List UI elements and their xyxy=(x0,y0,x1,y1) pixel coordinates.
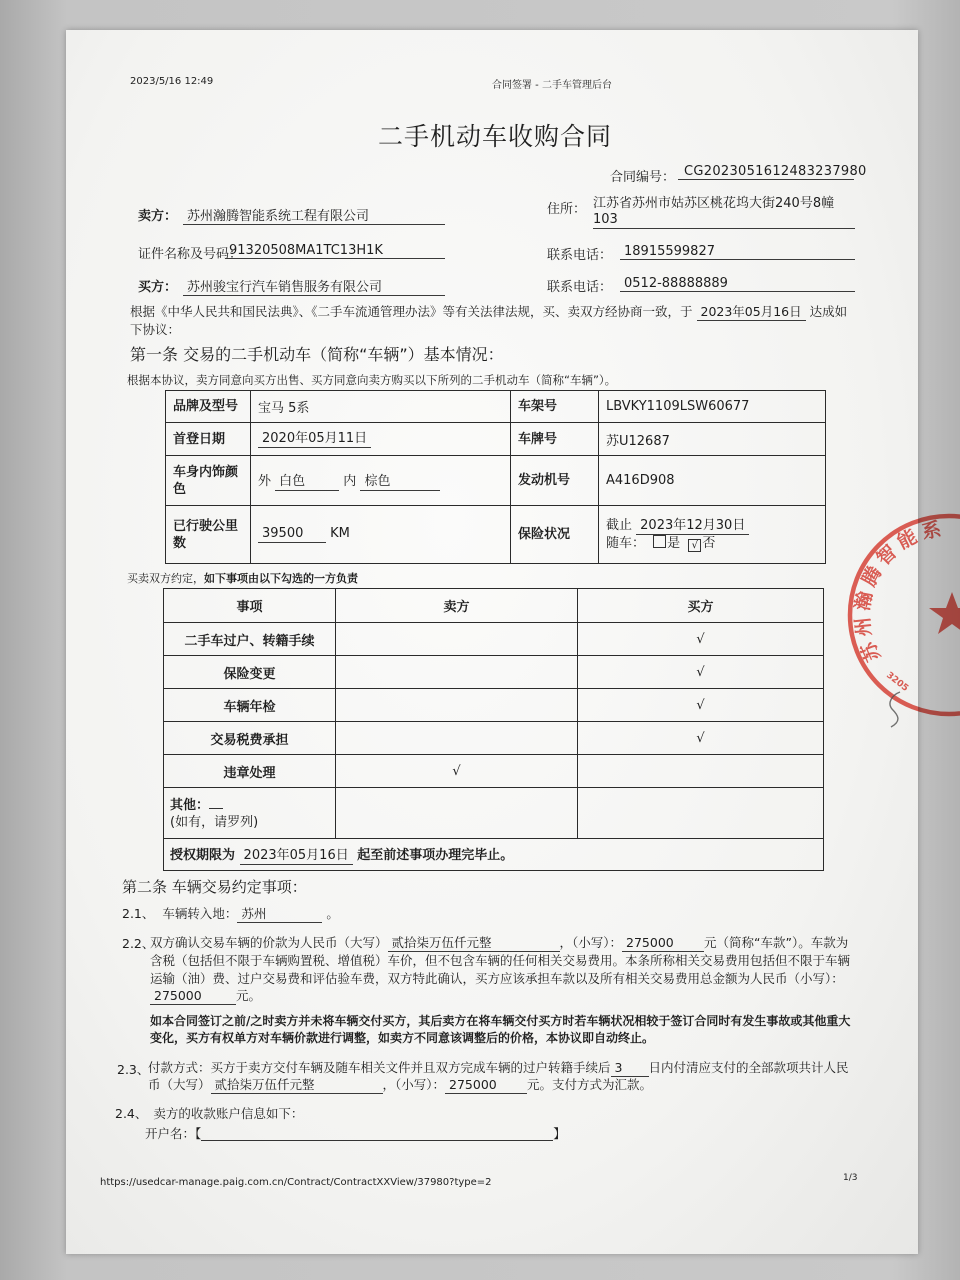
with-car-yes-checkbox xyxy=(653,535,666,548)
company-seal xyxy=(840,500,960,740)
preamble-text-after: 达成如下协议： xyxy=(130,304,848,337)
table-header-row xyxy=(164,589,824,623)
id-label: 证件名称及号码： xyxy=(138,247,243,262)
duty-buyer-mark: √ xyxy=(578,722,824,755)
duty-seller-mark xyxy=(336,623,578,656)
other-cell xyxy=(164,788,336,839)
clause-2-2-text-2: ，（小写）： xyxy=(559,935,623,950)
responsibility-table xyxy=(163,588,824,871)
table-row xyxy=(166,456,826,506)
account-name-label: 开户名： xyxy=(145,1126,196,1141)
duties-intro-bold: 如下事项由以下勾选的一方负责 xyxy=(204,572,358,585)
seller-address xyxy=(593,196,855,229)
with-car-yes-label: 是 xyxy=(667,535,681,551)
table-row xyxy=(166,391,826,423)
with-car-row xyxy=(606,535,818,553)
clause-2-2-num: 2.2、 xyxy=(122,936,155,951)
preamble-text-before: 根据《中华人民共和国民法典》、《二手车流通管理办法》等有关法律法规，买、卖双方经协商一致，于 xyxy=(130,304,693,319)
account-name-blank xyxy=(201,1126,553,1141)
interior-prefix: 内 xyxy=(343,474,357,489)
seller-phone-label: 联系电话： xyxy=(547,248,613,263)
buyer-phone-label: 联系电话： xyxy=(547,280,613,295)
duty-item: 车辆年检 xyxy=(164,689,336,722)
clause-2-1-num: 2.1、 xyxy=(122,906,155,921)
clause-2-2-text-1: 双方确认交易车辆的价款为人民币（大写） xyxy=(150,935,388,950)
contract-no-label: 合同编号： xyxy=(610,170,676,185)
mileage-cell xyxy=(251,506,511,564)
auth-before: 授权期限为 xyxy=(170,848,236,863)
with-car-no-label: 否 xyxy=(702,535,716,551)
seller-name: 苏州瀚腾智能系统工程有限公司 xyxy=(183,205,445,225)
clause-2-2-text-4: 元。 xyxy=(236,988,262,1003)
duty-buyer-mark xyxy=(578,755,824,788)
contract-no-value: CG2023051612483237980 xyxy=(678,164,854,180)
clause-2-3-amount-upper: 贰拾柒万伍仟元整 xyxy=(211,1077,383,1094)
auth-date: 2023年05月16日 xyxy=(240,848,353,865)
table-row xyxy=(166,423,826,456)
vin-value: LBVKY1109LSW60677 xyxy=(599,391,826,423)
authorization-row xyxy=(164,839,824,871)
duty-item: 保险变更 xyxy=(164,656,336,689)
clause-2-3-amount-lower: 275000 xyxy=(445,1077,527,1094)
other-hint: (如有，请罗列) xyxy=(170,814,259,830)
duty-seller-mark xyxy=(336,656,578,689)
buyer-label: 买方： xyxy=(138,280,178,295)
print-page-title: 合同签署 - 二手车管理后台 xyxy=(492,80,612,91)
other-label: 其他： xyxy=(170,797,210,813)
table-row xyxy=(164,755,824,788)
duty-item: 违章处理 xyxy=(164,755,336,788)
clause-2-3-text-4: 元。支付方式为汇款。 xyxy=(527,1077,653,1092)
clause-2-2-amount-upper: 贰拾柒万伍仟元整 xyxy=(388,935,560,952)
reg-date-label: 首登日期 xyxy=(166,423,251,456)
duty-seller-mark: √ xyxy=(336,755,578,788)
clause-2-4 xyxy=(115,1105,303,1123)
other-seller-cell xyxy=(336,788,578,839)
clause-2-2-amount-lower: 275000 xyxy=(622,935,704,952)
mileage-unit: KM xyxy=(330,526,350,541)
duties-intro-plain: 买卖双方约定， xyxy=(127,572,204,585)
insurance-prefix: 截止 xyxy=(606,517,633,533)
vin-label: 车架号 xyxy=(511,391,599,423)
bracket-open: 【 xyxy=(195,1126,202,1141)
duty-buyer-mark: √ xyxy=(578,656,824,689)
table-row xyxy=(164,722,824,755)
reg-date-cell xyxy=(251,423,511,456)
account-name-line xyxy=(145,1125,566,1143)
clause-2-2-text-3: 元（简称“车款”）。车款为含税（包括但不限于车辆购置税、增值税）车价，但不包含车辆的任何相关交易费用。本条所称相关交易费用包括但不限于车辆运输（油）费、过户交易费和评估验车费，双方特此确认，买方应该承担车款以及所有相关交易费用总金额为人民币（小写）： xyxy=(150,935,851,986)
with-car-label: 随车： xyxy=(606,535,646,551)
clause-2-4-num: 2.4、 xyxy=(115,1106,148,1121)
seal-text xyxy=(851,516,948,665)
reg-date-value: 2020年05月11日 xyxy=(258,431,371,448)
plate-value: 苏U12687 xyxy=(599,423,826,456)
insurance-cell xyxy=(599,506,826,564)
other-buyer-cell xyxy=(578,788,824,839)
plate-label: 车牌号 xyxy=(511,423,599,456)
clause-2-3-text-3: ，（小写）： xyxy=(382,1077,446,1092)
color-label: 车身内饰颜色 xyxy=(166,456,251,506)
duty-buyer-mark: √ xyxy=(578,689,824,722)
with-car-no-checkbox: √ xyxy=(688,539,701,552)
address-line-1: 江苏省苏州市姑苏区桃花坞大街240号8幢 xyxy=(593,196,835,211)
preamble-date: 2023年05月16日 xyxy=(697,304,806,321)
authorization-cell xyxy=(164,839,824,871)
duty-item: 交易税费承担 xyxy=(164,722,336,755)
address-label: 住所： xyxy=(547,202,587,217)
insurance-expiry xyxy=(606,517,818,535)
engine-value: A416D908 xyxy=(599,456,826,506)
vehicle-info-table xyxy=(165,390,826,564)
exterior-prefix: 外 xyxy=(258,474,272,489)
duty-seller-mark xyxy=(336,689,578,722)
other-blank xyxy=(209,796,223,809)
table-row xyxy=(164,623,824,656)
table-row-other xyxy=(164,788,824,839)
clause-2-1 xyxy=(122,905,339,923)
clause-2-1-end: 。 xyxy=(326,906,339,921)
address-line-2: 103 xyxy=(593,212,618,227)
print-datetime: 2023/5/16 12:49 xyxy=(130,76,214,87)
seal-code: 3205 xyxy=(884,670,911,694)
seal-text-path: 苏州瀚腾智能系 xyxy=(851,517,948,665)
clause-2-2 xyxy=(150,934,856,1005)
clause-2-3-text-1: 付款方式：买方于卖方交付车辆及随车相关文件并且双方完成车辆的过户转籍手续后 xyxy=(148,1060,611,1075)
bracket-close: 】 xyxy=(553,1126,566,1141)
header-seller: 卖方 xyxy=(336,589,578,623)
duties-intro xyxy=(127,570,358,586)
header-item: 事项 xyxy=(164,589,336,623)
auth-after: 起至前述事项办理完毕止。 xyxy=(357,848,514,863)
clause-2-1-destination: 苏州 xyxy=(237,906,322,923)
print-url: https://usedcar-manage.paig.com.cn/Contract/ContractXXView/37980?type=2 xyxy=(100,1177,492,1188)
article-2-heading: 第二条 车辆交易约定事项： xyxy=(122,878,307,896)
buyer-phone: 0512-88888889 xyxy=(620,276,855,292)
brand-value: 宝马 5系 xyxy=(251,391,511,423)
id-value: 91320508MA1TC13H1K xyxy=(225,243,445,259)
duty-buyer-mark: √ xyxy=(578,623,824,656)
header-buyer: 买方 xyxy=(578,589,824,623)
article-1-intro: 根据本协议，卖方同意向买方出售、买方同意向卖方购买以下所列的二手机动车（简称“车辆”）。 xyxy=(127,373,617,387)
clause-2-4-text: 卖方的收款账户信息如下： xyxy=(153,1106,304,1121)
clause-2-3 xyxy=(148,1060,854,1094)
seller-phone: 18915599827 xyxy=(620,244,855,260)
clause-2-2-note: 如本合同签订之前/之时卖方并未将车辆交付买方，其后卖方在将车辆交付买方时若车辆状况相较于签订合同时有发生事故或其他重大变化，买方有权单方对车辆价款进行调整，如卖方不同意该调整后的价格，本协议即自动终止。 xyxy=(150,1014,851,1045)
table-row xyxy=(164,656,824,689)
clause-2-3-days: 3 xyxy=(611,1060,649,1077)
mileage-label: 已行驶公里数 xyxy=(166,506,251,564)
color-cell xyxy=(251,456,511,506)
insurance-date: 2023年12月30日 xyxy=(636,518,749,535)
clause-2-3-text-2: 日内付清应支付的全部款项共计人民币（大写） xyxy=(148,1060,849,1092)
duty-item: 二手车过户、转籍手续 xyxy=(164,623,336,656)
document-title: 二手机动车收购合同 xyxy=(377,122,612,151)
engine-label: 发动机号 xyxy=(511,456,599,506)
duty-seller-mark xyxy=(336,722,578,755)
mileage-value: 39500 xyxy=(258,526,326,543)
clause-2-1-label: 车辆转入地： xyxy=(162,906,238,921)
clause-2-2-total: 275000 xyxy=(150,988,236,1005)
brand-label: 品牌及型号 xyxy=(166,391,251,423)
exterior-color: 白色 xyxy=(275,474,339,491)
seller-label: 卖方： xyxy=(138,209,178,224)
table-row xyxy=(166,506,826,564)
print-page-number: 1/3 xyxy=(843,1173,858,1183)
interior-color: 棕色 xyxy=(360,474,440,491)
buyer-name: 苏州骏宝行汽车销售服务有限公司 xyxy=(183,276,445,296)
article-1-heading: 第一条 交易的二手机动车（简称“车辆”）基本情况： xyxy=(130,345,504,364)
seal-star-icon xyxy=(929,592,960,634)
preamble xyxy=(130,303,858,338)
table-row xyxy=(164,689,824,722)
insurance-label: 保险状况 xyxy=(511,506,599,564)
clause-2-3-num: 2.3、 xyxy=(117,1062,150,1077)
